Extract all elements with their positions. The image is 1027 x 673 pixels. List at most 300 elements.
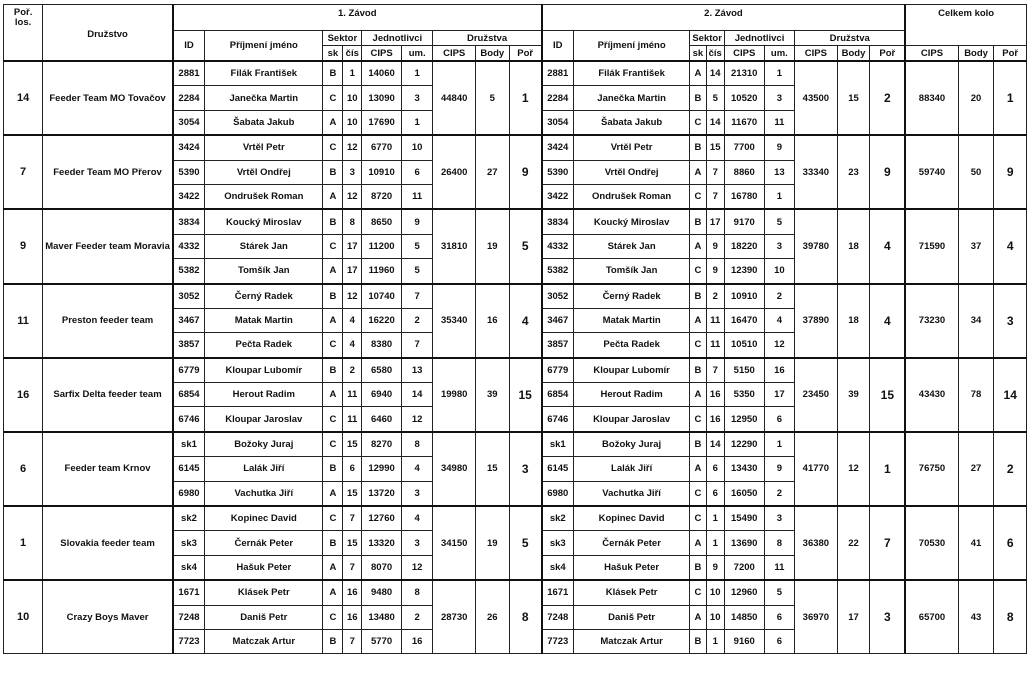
header-r1-name: Příjmení jméno <box>205 31 323 62</box>
r2-competitor-name: Černák Peter <box>573 531 689 555</box>
total-cips: 71590 <box>905 209 958 283</box>
r2-placement: 10 <box>764 259 795 284</box>
r1-competitor-name: Koucký Miroslav <box>205 209 323 234</box>
team-draw-number: 10 <box>4 580 43 654</box>
r1-team-points: 26 <box>475 580 509 654</box>
header-total-cips: CIPS <box>905 46 958 62</box>
r2-placement: 5 <box>764 580 795 605</box>
r1-individual-cips: 11960 <box>362 259 402 284</box>
r2-competitor-name: Koucký Miroslav <box>573 209 689 234</box>
r1-peg-number: 7 <box>343 506 362 531</box>
r2-individual-cips: 21310 <box>724 61 764 86</box>
r1-placement: 5 <box>401 234 433 258</box>
r2-sector: B <box>690 432 706 457</box>
r1-placement: 1 <box>401 110 433 135</box>
r1-sector: C <box>323 605 343 629</box>
table-row <box>4 432 1027 457</box>
r1-individual-cips: 11200 <box>362 234 402 258</box>
r1-competitor-id: 6746 <box>173 407 205 432</box>
r2-competitor-id: 6854 <box>542 383 574 407</box>
r1-competitor-name: Černák Peter <box>205 531 323 555</box>
r1-placement: 3 <box>401 531 433 555</box>
r1-competitor-id: 3834 <box>173 209 205 234</box>
r1-team-cips: 34980 <box>433 432 475 506</box>
r2-competitor-name: Filák František <box>573 61 689 86</box>
r1-team-rank: 4 <box>509 284 541 358</box>
r2-individual-cips: 9170 <box>724 209 764 234</box>
r2-individual-cips: 16470 <box>724 308 764 332</box>
r2-competitor-name: Herout Radim <box>573 383 689 407</box>
r1-placement: 11 <box>401 184 433 209</box>
r1-peg-number: 7 <box>343 629 362 653</box>
r1-competitor-name: Vrtěl Petr <box>205 135 323 160</box>
r1-team-rank: 8 <box>509 580 541 654</box>
r1-placement: 6 <box>401 160 433 184</box>
r2-individual-cips: 12950 <box>724 407 764 432</box>
r1-individual-cips: 13480 <box>362 605 402 629</box>
r2-placement: 2 <box>764 284 795 309</box>
r2-peg-number: 9 <box>706 555 724 580</box>
team-draw-number: 9 <box>4 209 43 283</box>
total-rank: 9 <box>994 135 1027 209</box>
r2-competitor-name: Klásek Petr <box>573 580 689 605</box>
r1-competitor-id: sk4 <box>173 555 205 580</box>
team-draw-number: 1 <box>4 506 43 580</box>
r1-individual-cips: 6770 <box>362 135 402 160</box>
r1-sector: C <box>323 432 343 457</box>
r1-competitor-name: Hašuk Peter <box>205 555 323 580</box>
team-draw-number: 7 <box>4 135 43 209</box>
r1-competitor-name: Kloupar Lubomír <box>205 358 323 383</box>
r2-team-cips: 37890 <box>795 284 837 358</box>
r1-competitor-name: Božoky Juraj <box>205 432 323 457</box>
total-cips: 76750 <box>905 432 958 506</box>
r1-placement: 16 <box>401 629 433 653</box>
r1-team-rank: 5 <box>509 209 541 283</box>
r2-competitor-name: Hašuk Peter <box>573 555 689 580</box>
r2-sector: B <box>690 284 706 309</box>
r1-individual-cips: 16220 <box>362 308 402 332</box>
total-points: 78 <box>958 358 994 432</box>
r2-peg-number: 10 <box>706 605 724 629</box>
total-rank: 6 <box>994 506 1027 580</box>
r2-sector: C <box>690 184 706 209</box>
r2-placement: 1 <box>764 184 795 209</box>
r1-sector: B <box>323 629 343 653</box>
r1-placement: 10 <box>401 135 433 160</box>
r1-individual-cips: 8380 <box>362 333 402 358</box>
r1-sector: A <box>323 580 343 605</box>
r2-team-rank: 1 <box>870 432 905 506</box>
r1-sector: A <box>323 259 343 284</box>
r2-sector: C <box>690 110 706 135</box>
r1-competitor-id: 1671 <box>173 580 205 605</box>
r1-team-points: 19 <box>475 506 509 580</box>
r1-team-cips: 34150 <box>433 506 475 580</box>
total-points: 43 <box>958 580 994 654</box>
r2-team-rank: 3 <box>870 580 905 654</box>
r1-team-points: 39 <box>475 358 509 432</box>
r1-individual-cips: 8650 <box>362 209 402 234</box>
r1-sector: B <box>323 209 343 234</box>
r2-team-rank: 2 <box>870 61 905 135</box>
r1-competitor-id: 3467 <box>173 308 205 332</box>
r1-individual-cips: 6580 <box>362 358 402 383</box>
team-name: Feeder Team MO Přerov <box>43 135 173 209</box>
header-r1-sk: sk <box>323 46 343 62</box>
r1-competitor-name: Matak Martin <box>205 308 323 332</box>
r2-team-rank: 9 <box>870 135 905 209</box>
r1-peg-number: 12 <box>343 135 362 160</box>
header-race-1: 1. Závod <box>173 5 542 31</box>
r2-team-rank: 4 <box>870 209 905 283</box>
total-points: 20 <box>958 61 994 135</box>
r2-sector: B <box>690 209 706 234</box>
r2-peg-number: 1 <box>706 629 724 653</box>
team-draw-number: 14 <box>4 61 43 135</box>
r2-sector: C <box>690 481 706 506</box>
r2-sector: A <box>690 160 706 184</box>
r2-sector: B <box>690 629 706 653</box>
r1-sector: A <box>323 481 343 506</box>
r1-team-cips: 28730 <box>433 580 475 654</box>
r1-team-points: 27 <box>475 135 509 209</box>
header-r2-sektor: Sektor <box>690 31 725 46</box>
r2-peg-number: 14 <box>706 61 724 86</box>
r2-team-cips: 36380 <box>795 506 837 580</box>
r1-peg-number: 16 <box>343 605 362 629</box>
r1-placement: 12 <box>401 407 433 432</box>
table-row <box>4 209 1027 234</box>
r1-individual-cips: 6940 <box>362 383 402 407</box>
r2-individual-cips: 7200 <box>724 555 764 580</box>
r2-competitor-id: sk3 <box>542 531 574 555</box>
r1-placement: 8 <box>401 432 433 457</box>
r2-peg-number: 7 <box>706 160 724 184</box>
total-points: 37 <box>958 209 994 283</box>
header-total-body: Body <box>958 46 994 62</box>
r1-peg-number: 2 <box>343 358 362 383</box>
header-r2-id: ID <box>542 31 574 62</box>
r2-team-points: 23 <box>837 135 870 209</box>
total-rank: 4 <box>994 209 1027 283</box>
team-name: Maver Feeder team Moravia <box>43 209 173 283</box>
r1-sector: B <box>323 358 343 383</box>
r2-team-cips: 36970 <box>795 580 837 654</box>
r1-peg-number: 7 <box>343 555 362 580</box>
r1-individual-cips: 12760 <box>362 506 402 531</box>
header-r1-individual: Jednotlivci <box>362 31 433 46</box>
r2-team-cips: 39780 <box>795 209 837 283</box>
r2-competitor-name: Vrtěl Petr <box>573 135 689 160</box>
total-rank: 3 <box>994 284 1027 358</box>
r1-team-rank: 5 <box>509 506 541 580</box>
r2-placement: 12 <box>764 333 795 358</box>
r1-team-points: 5 <box>475 61 509 135</box>
r1-peg-number: 3 <box>343 160 362 184</box>
r1-competitor-name: Vachutka Jiří <box>205 481 323 506</box>
r1-team-points: 19 <box>475 209 509 283</box>
r2-competitor-name: Matczak Artur <box>573 629 689 653</box>
r2-competitor-id: 6980 <box>542 481 574 506</box>
r2-sector: A <box>690 605 706 629</box>
r2-competitor-name: Kloupar Lubomír <box>573 358 689 383</box>
r1-competitor-name: Klásek Petr <box>205 580 323 605</box>
r2-team-cips: 43500 <box>795 61 837 135</box>
r2-peg-number: 9 <box>706 259 724 284</box>
r2-competitor-name: Stárek Jan <box>573 234 689 258</box>
r2-placement: 1 <box>764 61 795 86</box>
r2-individual-cips: 16780 <box>724 184 764 209</box>
r1-peg-number: 12 <box>343 284 362 309</box>
r1-competitor-name: Daniš Petr <box>205 605 323 629</box>
header-r2-body: Body <box>837 46 870 62</box>
r1-peg-number: 8 <box>343 209 362 234</box>
r2-competitor-id: 7248 <box>542 605 574 629</box>
r1-competitor-id: 3422 <box>173 184 205 209</box>
r1-competitor-id: 3424 <box>173 135 205 160</box>
header-r2-um: um. <box>764 46 795 62</box>
total-cips: 70530 <box>905 506 958 580</box>
r2-individual-cips: 11670 <box>724 110 764 135</box>
r1-individual-cips: 17690 <box>362 110 402 135</box>
total-rank: 2 <box>994 432 1027 506</box>
r1-peg-number: 1 <box>343 61 362 86</box>
r1-team-cips: 19980 <box>433 358 475 432</box>
r2-placement: 11 <box>764 110 795 135</box>
r1-competitor-id: sk2 <box>173 506 205 531</box>
r2-team-rank: 7 <box>870 506 905 580</box>
r2-peg-number: 17 <box>706 209 724 234</box>
r1-placement: 3 <box>401 481 433 506</box>
r2-placement: 3 <box>764 234 795 258</box>
r1-competitor-id: 4332 <box>173 234 205 258</box>
header-r2-sk: sk <box>690 46 706 62</box>
r1-competitor-id: sk3 <box>173 531 205 555</box>
total-rank: 14 <box>994 358 1027 432</box>
r1-placement: 3 <box>401 86 433 110</box>
r1-sector: A <box>323 110 343 135</box>
r2-competitor-id: sk2 <box>542 506 574 531</box>
r1-individual-cips: 13090 <box>362 86 402 110</box>
r2-sector: C <box>690 580 706 605</box>
r2-competitor-name: Černý Radek <box>573 284 689 309</box>
r2-individual-cips: 5150 <box>724 358 764 383</box>
header-r1-body: Body <box>475 46 509 62</box>
r2-competitor-id: 3857 <box>542 333 574 358</box>
r1-team-points: 16 <box>475 284 509 358</box>
r1-competitor-name: Lalák Jiří <box>205 457 323 481</box>
r1-competitor-name: Herout Radim <box>205 383 323 407</box>
r2-competitor-id: 6145 <box>542 457 574 481</box>
total-points: 27 <box>958 432 994 506</box>
r2-peg-number: 1 <box>706 506 724 531</box>
r2-peg-number: 16 <box>706 383 724 407</box>
total-points: 50 <box>958 135 994 209</box>
total-points: 41 <box>958 506 994 580</box>
r2-competitor-id: 3834 <box>542 209 574 234</box>
total-cips: 43430 <box>905 358 958 432</box>
r2-team-points: 39 <box>837 358 870 432</box>
header-race-2: 2. Závod <box>542 5 906 31</box>
r2-competitor-name: Janečka Martin <box>573 86 689 110</box>
r2-sector: C <box>690 407 706 432</box>
r1-team-rank: 9 <box>509 135 541 209</box>
r1-individual-cips: 8070 <box>362 555 402 580</box>
total-rank: 1 <box>994 61 1027 135</box>
r1-competitor-name: Kloupar Jaroslav <box>205 407 323 432</box>
header-draw-order: Poř. los. <box>4 5 43 62</box>
r2-individual-cips: 9160 <box>724 629 764 653</box>
r1-team-cips: 31810 <box>433 209 475 283</box>
r2-placement: 3 <box>764 506 795 531</box>
r2-placement: 2 <box>764 481 795 506</box>
r1-competitor-id: 3052 <box>173 284 205 309</box>
r2-competitor-name: Matak Martin <box>573 308 689 332</box>
r2-sector: A <box>690 383 706 407</box>
r2-team-points: 18 <box>837 284 870 358</box>
r2-team-rank: 15 <box>870 358 905 432</box>
r2-peg-number: 14 <box>706 110 724 135</box>
r1-competitor-name: Tomšík Jan <box>205 259 323 284</box>
r1-sector: B <box>323 284 343 309</box>
r1-competitor-id: 5390 <box>173 160 205 184</box>
r2-peg-number: 1 <box>706 531 724 555</box>
r1-sector: B <box>323 61 343 86</box>
team-name: Feeder team Krnov <box>43 432 173 506</box>
team-name: Sarfix Delta feeder team <box>43 358 173 432</box>
r1-competitor-name: Filák František <box>205 61 323 86</box>
r1-placement: 2 <box>401 605 433 629</box>
r1-competitor-id: 6779 <box>173 358 205 383</box>
r1-team-cips: 35340 <box>433 284 475 358</box>
r2-team-points: 15 <box>837 61 870 135</box>
r2-competitor-name: Božoky Juraj <box>573 432 689 457</box>
r2-competitor-name: Lalák Jiří <box>573 457 689 481</box>
r1-peg-number: 4 <box>343 333 362 358</box>
r2-competitor-name: Ondrušek Roman <box>573 184 689 209</box>
r1-peg-number: 4 <box>343 308 362 332</box>
r2-competitor-id: 3054 <box>542 110 574 135</box>
r2-peg-number: 15 <box>706 135 724 160</box>
r1-sector: C <box>323 506 343 531</box>
r1-peg-number: 17 <box>343 259 362 284</box>
r1-placement: 1 <box>401 61 433 86</box>
r1-sector: B <box>323 457 343 481</box>
r2-peg-number: 6 <box>706 481 724 506</box>
header-r2-teams: Družstva <box>795 31 906 46</box>
header-team: Družstvo <box>43 5 173 62</box>
r1-team-rank: 3 <box>509 432 541 506</box>
r1-individual-cips: 13720 <box>362 481 402 506</box>
r2-individual-cips: 18220 <box>724 234 764 258</box>
header-r1-um: um. <box>401 46 433 62</box>
r1-individual-cips: 10910 <box>362 160 402 184</box>
r2-competitor-id: 4332 <box>542 234 574 258</box>
r2-sector: A <box>690 531 706 555</box>
header-r2-por: Poř <box>870 46 905 62</box>
r2-individual-cips: 5350 <box>724 383 764 407</box>
team-name: Crazy Boys Maver <box>43 580 173 654</box>
r2-placement: 17 <box>764 383 795 407</box>
r2-placement: 3 <box>764 86 795 110</box>
r1-competitor-id: 2881 <box>173 61 205 86</box>
r1-individual-cips: 8720 <box>362 184 402 209</box>
r1-placement: 5 <box>401 259 433 284</box>
r2-placement: 13 <box>764 160 795 184</box>
r2-peg-number: 6 <box>706 457 724 481</box>
r2-competitor-id: 5382 <box>542 259 574 284</box>
r1-peg-number: 11 <box>343 407 362 432</box>
r2-team-points: 22 <box>837 506 870 580</box>
r2-competitor-id: 2881 <box>542 61 574 86</box>
results-table <box>3 4 1027 654</box>
r2-competitor-id: 3052 <box>542 284 574 309</box>
r2-peg-number: 11 <box>706 308 724 332</box>
r1-peg-number: 15 <box>343 531 362 555</box>
r1-team-points: 15 <box>475 432 509 506</box>
table-row <box>4 580 1027 605</box>
r2-individual-cips: 10520 <box>724 86 764 110</box>
r1-placement: 8 <box>401 580 433 605</box>
r1-individual-cips: 10740 <box>362 284 402 309</box>
header-r1-ind-cips: CIPS <box>362 46 402 62</box>
total-cips: 59740 <box>905 135 958 209</box>
r2-peg-number: 7 <box>706 184 724 209</box>
header-total: Celkem kolo <box>905 5 1026 46</box>
r2-individual-cips: 7700 <box>724 135 764 160</box>
r1-sector: B <box>323 531 343 555</box>
r2-placement: 5 <box>764 209 795 234</box>
r2-competitor-id: sk4 <box>542 555 574 580</box>
r1-peg-number: 16 <box>343 580 362 605</box>
r1-competitor-name: Ondrušek Roman <box>205 184 323 209</box>
r2-competitor-id: 1671 <box>542 580 574 605</box>
r1-competitor-id: 6980 <box>173 481 205 506</box>
r2-competitor-id: 2284 <box>542 86 574 110</box>
total-cips: 88340 <box>905 61 958 135</box>
r1-sector: C <box>323 407 343 432</box>
r1-individual-cips: 8270 <box>362 432 402 457</box>
header-r1-teams: Družstva <box>433 31 542 46</box>
r2-peg-number: 11 <box>706 333 724 358</box>
r2-individual-cips: 10910 <box>724 284 764 309</box>
r1-team-cips: 26400 <box>433 135 475 209</box>
total-points: 34 <box>958 284 994 358</box>
table-row <box>4 358 1027 383</box>
r1-competitor-id: 6854 <box>173 383 205 407</box>
table-row <box>4 135 1027 160</box>
r2-team-points: 12 <box>837 432 870 506</box>
r1-placement: 14 <box>401 383 433 407</box>
r2-competitor-id: 7723 <box>542 629 574 653</box>
r2-sector: B <box>690 555 706 580</box>
r2-placement: 1 <box>764 432 795 457</box>
header-r1-sektor: Sektor <box>323 31 362 46</box>
r2-competitor-id: 3422 <box>542 184 574 209</box>
team-name: Preston feeder team <box>43 284 173 358</box>
r2-individual-cips: 12960 <box>724 580 764 605</box>
r1-sector: A <box>323 308 343 332</box>
r2-sector: B <box>690 135 706 160</box>
r2-competitor-name: Kloupar Jaroslav <box>573 407 689 432</box>
r2-peg-number: 5 <box>706 86 724 110</box>
r1-individual-cips: 9480 <box>362 580 402 605</box>
header-r2-name: Příjmení jméno <box>573 31 689 62</box>
r1-individual-cips: 12990 <box>362 457 402 481</box>
r2-individual-cips: 8860 <box>724 160 764 184</box>
r2-competitor-name: Daniš Petr <box>573 605 689 629</box>
